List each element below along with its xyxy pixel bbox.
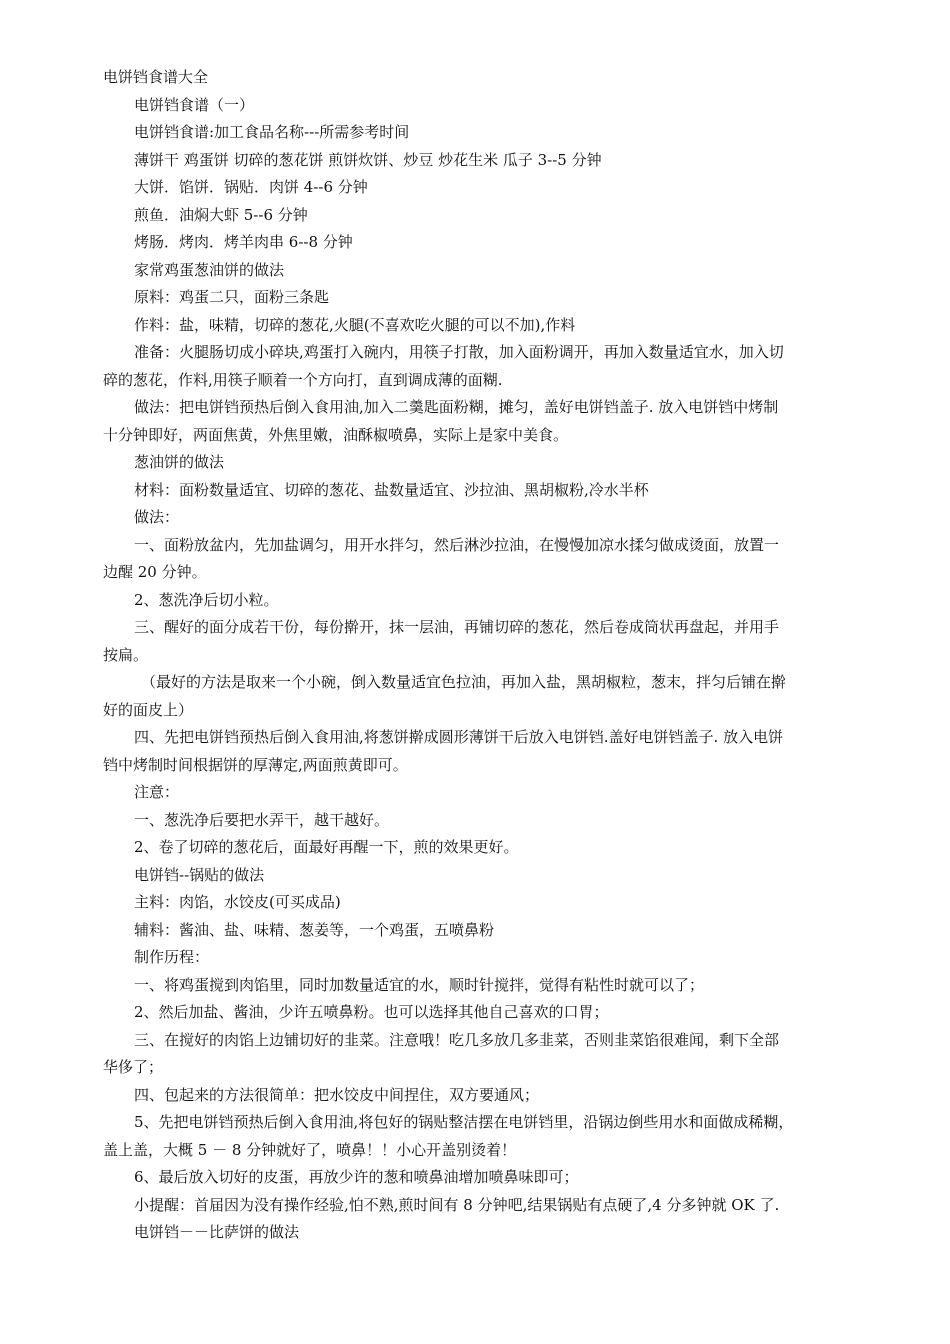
text-line: 煎鱼．油焖大虾 5--6 分钟 [134,205,308,224]
text-line: 主料：肉馅，水饺皮(可买成品) [134,893,341,911]
document-title: 电饼铛食谱大全 [103,68,209,86]
text-line: 一、将鸡蛋搅到肉馅里，同时加数量适宜的水，顺时针搅拌，觉得有粘性时就可以了； [134,975,705,994]
text-line: 6、最后放入切好的皮蛋，再放少许的葱和喷鼻油增加喷鼻味即可； [134,1168,579,1186]
text-line: 十分钟即好，两面焦黄，外焦里嫩，油酥椒喷鼻，实际上是家中美食。 [103,425,569,444]
text-line: 边醒 20 分钟。 [103,563,207,581]
text-line: 原料：鸡蛋二只，面粉三条匙 [134,288,330,306]
text-line: 一、面粉放盆内，先加盐调匀，用开水拌匀，然后淋沙拉油，在慢慢加凉水揉匀做成烫面，放置一 [134,535,780,554]
text-line: 2、卷了切碎的葱花后，面最好再醒一下，煎的效果更好。 [134,838,519,856]
text-line: 碎的葱花，作料,用筷子顺着一个方向打，直到调成薄的面糊. [103,370,503,389]
text-line: 薄饼干 鸡蛋饼 切碎的葱花饼 煎饼炊饼、炒豆 炒花生米 瓜子 3--5 分钟 [134,150,602,169]
text-line: 烤肠．烤肉．烤羊肉串 6--8 分钟 [134,233,353,251]
text-line: 大饼．馅饼．锅贴．肉饼 4--6 分钟 [134,178,368,196]
text-line: 一、葱洗净后要把水弄干，越干越好。 [134,810,390,829]
text-line: 做法： [134,508,180,526]
text-line: 按扁。 [103,645,149,664]
text-line: 盖上盖，大概 5 － 8 分钟就好了，喷鼻！！小心开盖别烫着！ [103,1140,517,1159]
text-line: 注意： [134,783,180,801]
text-line: 四、先把电饼铛预热后倒入食用油,将葱饼擀成圆形薄饼干后放入电饼铛.盖好电饼铛盖子. 放入电饼 [134,728,784,746]
text-line: 家常鸡蛋葱油饼的做法 [134,260,285,279]
text-line: 好的面皮上） [103,700,194,719]
text-line: 三、醒好的面分成若干份，每份擀开，抹一层油，再铺切碎的葱花，然后卷成筒状再盘起，并用手 [134,618,780,636]
text-line: 四、包起来的方法很简单：把水饺皮中间捏住，双方要通风； [134,1085,540,1104]
text-line: 电饼铛食谱（一） [134,95,255,114]
document-page [103,64,859,1247]
text-line: 电饼铛－－比萨饼的做法 [134,1223,300,1241]
text-line: 制作历程： [134,948,210,966]
text-line: 作料：盐，味精，切碎的葱花,火腿(不喜欢吃火腿的可以不加),作料 [134,315,576,334]
text-line: 2、然后加盐、酱油，少许五喷鼻粉。也可以选择其他自己喜欢的口胃； [134,1003,609,1021]
text-line: 材料：面粉数量适宜、切碎的葱花、盐数量适宜、沙拉油、黑胡椒粉,冷水半杯 [134,480,649,499]
text-line: 小提醒：首届因为没有操作经验,怕不熟,煎时间有 8 分钟吧,结果锅贴有点硬了,4 分多钟就 OK 了. [134,1195,780,1214]
text-line: 做法：把电饼铛预热后倒入食用油,加入二羹匙面粉糊，摊匀，盖好电饼铛盖子. 放入电饼铛中烤制 [134,398,779,416]
text-line: 三、在搅好的肉馅上边铺切好的韭菜。注意哦！吃几多放几多韭菜，否则韭菜馅很难闻，剩下全部 [134,1030,780,1049]
text-line: 2、葱洗净后切小粒。 [134,590,279,609]
text-line: 辅料：酱油、盐、味精、葱姜等，一个鸡蛋，五喷鼻粉 [134,920,495,939]
text-line: 华侈了； [103,1058,164,1076]
text-line: （最好的方法是取来一个小碗，倒入数量适宜色拉油，再加入盐，黑胡椒粒，葱末，拌匀后铺在擀 [141,673,787,691]
text-line: 铛中烤制时间根据饼的厚薄定,两面煎黄即可。 [103,755,408,774]
text-line: 电饼铛--锅贴的做法 [134,865,265,884]
text-line: 5、先把电饼铛预热后倒入食用油,将包好的锅贴整洁摆在电饼铛里，沿锅边倒些用水和面做成稀糊， [134,1113,794,1131]
text-line: 葱油饼的做法 [134,453,225,471]
text-line: 电饼铛食谱:加工食品名称---所需参考时间 [134,123,410,141]
text-line: 准备：火腿肠切成小碎块,鸡蛋打入碗内，用筷子打散，加入面粉调开，再加入数量适宜水，加入切 [134,343,784,361]
